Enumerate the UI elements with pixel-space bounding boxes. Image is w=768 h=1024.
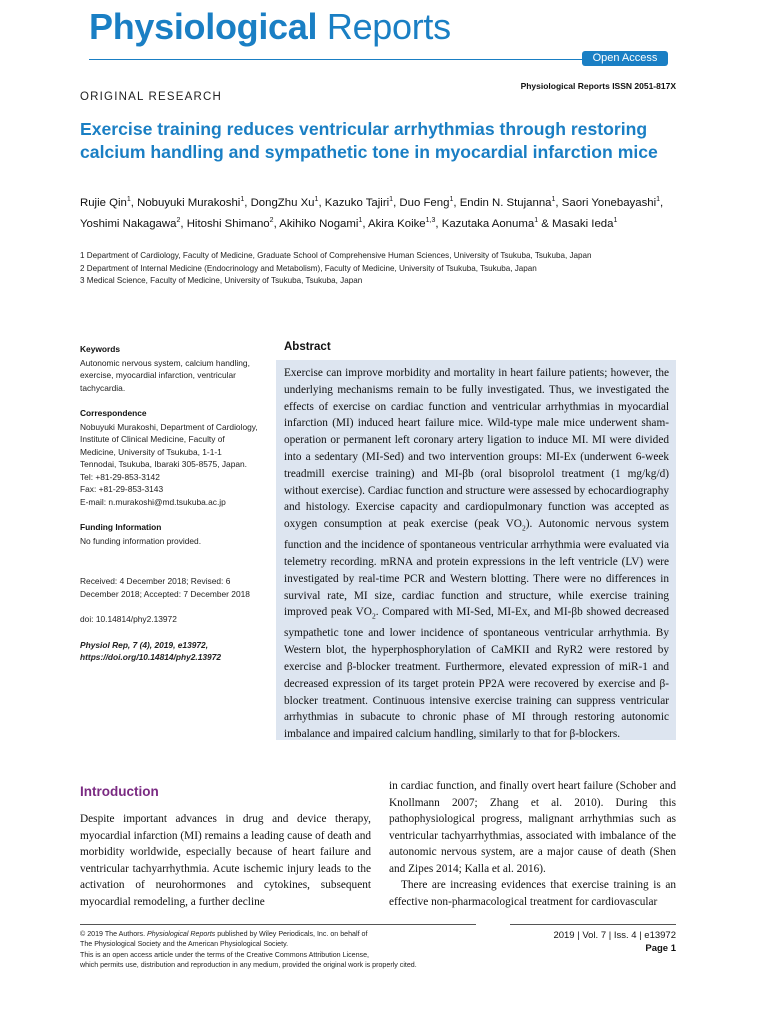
author-name: Akihiko Nogami (279, 218, 359, 231)
author-affiliation-mark: 1 (389, 196, 394, 203)
author-ampersand: & (538, 218, 553, 231)
citation-link[interactable]: https://doi.org/10.14814/phy2.13972 (80, 652, 222, 662)
header-rule (89, 59, 582, 60)
introduction-paragraph-1: in cardiac function, and finally overt heart failure (Schober and Knollmann 2007; Zhang et al. 2010). During this pathophysiological progress, malignant arrhythmias such as ventricular tachyarrhythmias, associated with imbalance of the autonomic nervous system, are a major cause of death (Shen and Zipes 2014; Kalla et al. 2016). (389, 780, 676, 875)
funding-heading: Funding Information (80, 522, 162, 532)
author-name: Saori Yonebayashi (561, 196, 657, 209)
citation-line: Physiol Rep, 7 (4), 2019, e13972, (80, 639, 209, 650)
footer-rule-right (510, 924, 676, 925)
issue-info: 2019 | Vol. 7 | Iss. 4 | e13972 (553, 930, 676, 941)
journal-name-light: Reports (317, 6, 451, 47)
copyright-suffix: published by Wiley Periodicals, Inc. on behalf of (215, 930, 368, 938)
introduction-left-column: Despite important advances in drug and device therapy, myocardial infarction (MI) remains a leading cause of death and morbidity worldwide, especially because of heart failure and ventricular tachyarrhythmia. Acute ischemic injury leads to the activation of neurohormones and cytokines, subsequent myocardial remodeling, a further decline (80, 813, 371, 908)
correspondence-tel: Tel: +81-29-853-3142 (80, 471, 160, 482)
introduction-right-column (389, 778, 676, 910)
author-name: Kazutaka Aonuma (441, 218, 535, 231)
open-access-badge: Open Access (582, 51, 668, 66)
abstract-heading: Abstract (284, 341, 331, 353)
affiliation-3: 3 Medical Science, Faculty of Medicine, University of Tsukuba, Tsukuba, Japan (80, 276, 363, 285)
author-name: Kazuko Tajiri (324, 196, 390, 209)
author-name: Masaki Ieda (552, 218, 614, 231)
affiliation-2: 2 Department of Internal Medicine (Endocrinology and Metabolism), Faculty of Medicine, University of Tsukuba, Tsukuba, Japan (80, 263, 537, 273)
author-name: Akira Koike (368, 218, 426, 231)
author-name: Yoshimi Nakagawa (80, 218, 177, 231)
copyright-notice (80, 929, 500, 971)
correspondence-address: Nobuyuki Murakoshi, Department of Cardiology, Institute of Clinical Medicine, Faculty of Medicine, University of Tsukuba, 1-1-1 Tennodai, Tsukuba, Ibaraki 305-8575, Japan. (80, 421, 258, 469)
affiliation-list (80, 250, 680, 288)
correspondence-fax: Fax: +81-29-853-3143 (80, 484, 164, 494)
author-name: Hitoshi Shimano (186, 218, 270, 231)
license-line-2: which permits use, distribution and reproduction in any medium, provided the original work is properly cited. (80, 961, 417, 970)
author-name: Nobuyuki Murakoshi (137, 196, 241, 209)
author-name: DongZhu Xu (250, 196, 315, 209)
dates-text: Received: 4 December 2018; Revised: 6 December 2018; Accepted: 7 December 2018 (80, 576, 250, 599)
author-affiliation-mark: 1 (534, 217, 539, 225)
author-affiliation-mark: 1 (449, 196, 454, 203)
author-affiliation-mark: 1 (656, 196, 661, 203)
article-title: Exercise training reduces ventricular arrhythmias through restoring calcium handling and sympathetic tone in myocardial infarction mice (80, 119, 658, 162)
author-affiliation-mark: 1 (358, 217, 363, 225)
author-affiliation-mark: 1,3 (425, 217, 436, 225)
journal-name-bold: Physiological (89, 6, 318, 47)
article-info-sidebar (80, 343, 258, 677)
author-affiliation-mark: 2 (176, 217, 181, 225)
abstract-text (284, 365, 669, 743)
affiliation-1: 1 Department of Cardiology, Faculty of Medicine, Graduate School of Comprehensive Human Sciences, University of Tsukuba, Tsukuba, Japan (80, 251, 592, 260)
citation-block (80, 639, 258, 664)
correspondence-block (80, 407, 258, 508)
funding-text: No funding information provided. (80, 535, 202, 546)
correspondence-email[interactable]: E-mail: n.murakoshi@md.tsukuba.ac.jp (80, 496, 226, 507)
copyright-line-2: The Physiological Society and the American Physiological Society. (80, 940, 289, 949)
doi-text: doi: 10.14814/phy2.13972 (80, 614, 177, 624)
journal-issn: Physiological Reports ISSN 2051-817X (520, 81, 676, 91)
copyright-prefix: © 2019 The Authors. (80, 930, 148, 938)
abstract-sub-2: 2 (371, 611, 376, 621)
keywords-heading: Keywords (80, 344, 121, 354)
correspondence-heading: Correspondence (80, 408, 147, 418)
author-list: Rujie Qin$^1$, Nobuyuki Murakoshi$^1$, DongZhu Xu$^1$, Kazuko Tajiri$^1$, Duo Feng$^1$, Endin N. Stujanna$^1$, Saori Yonebayashi$^1$, Yoshimi Nakagawa$^2$, Hitoshi Shimano$^2$, Akihiko Nogami$^1$, Akira Koike$^{1,3}$, Kazutaka Aonuma$^1$ & Masaki Ieda$^1$ (80, 196, 664, 231)
license-line-1: This is an open access article under the terms of the Creative Commons Attribution License, (80, 950, 370, 959)
introduction-heading: Introduction (80, 784, 159, 799)
author-name: Rujie Qin (80, 196, 127, 209)
abstract-part-2: ). Autonomic nervous system function and the incidence of spontaneous ventricular arrhythmia were evaluated via telemetry recording. mRNA and protein expressions in the left ventricle (LV) were investigated by real-time PCR and Western blotting. There were no differences in survival rate, MI size, cardiac function and structure, while exercise training improved peak VO (284, 518, 669, 619)
introduction-paragraph-2: There are increasing evidences that exercise training is an effective non-pharmacological treatment for cardiovascular (389, 879, 676, 908)
journal-logo (89, 6, 451, 48)
keywords-text: Autonomic nervous system, calcium handling, exercise, myocardial infarction, ventricular tachycardia. (80, 357, 250, 393)
funding-block (80, 521, 258, 547)
abstract-part-3: . Compared with MI-Sed, MI-Ex, and MI-βb showed decreased sympathetic tone and lower incidence of spontaneous ventricular arrhythmia. By Western blot, the hyperphosphorylation of CaMKII and RyR2 were restored by exercise and β-blocker treatment. Furthermore, elevated expression of miR-1 and decreased expression of its target protein PP2A were recovered by exercise and β-blocker treatment. Continuous intensive exercise training can suppress ventricular arrhythmias in subacute to chronic phase of MI through restoring autonomic imbalance and impaired calcium handling, similarly to that for β-blockers. (284, 606, 670, 741)
section-label: ORIGINAL RESEARCH (80, 91, 223, 103)
author-name: Duo Feng (399, 196, 450, 209)
copyright-line-1 (80, 929, 500, 939)
author-affiliation-mark: 1 (314, 196, 319, 203)
author-affiliation-mark: 1 (613, 217, 618, 225)
author-affiliation-mark: 1 (551, 196, 556, 203)
page-number: Page 1 (645, 943, 676, 954)
author-affiliation-mark: 1 (126, 196, 131, 203)
author-affiliation-mark: 1 (240, 196, 245, 203)
page-footer-info (553, 929, 676, 955)
footer-rule-left (80, 924, 476, 925)
keywords-block (80, 343, 258, 394)
author-affiliation-mark: 2 (269, 217, 274, 225)
abstract-sub-1: 2 (521, 523, 526, 533)
author-name: Endin N. Stujanna (459, 196, 552, 209)
copyright-journal: Physiological Reports (147, 930, 216, 938)
abstract-part-1: Exercise can improve morbidity and mortality in heart failure patients; however, the underlying mechanisms remain to be fully investigated. Thus, we investigated the effects of exercise on cardiac function and ventricular arrhythmias in myocardial infarction (MI) induced heart failure mice. Wild-type male mice underwent sham-operation or permanent left coronary artery ligation to induce MI. MI were divided into a sedentary (MI-Sed) and two intervention groups: MI-Ex (underwent 6-week treadmill exercise training) and MI-βb (oral bisoprolol treatment (1 mg/kg/d) without exercise). Cardiac function and structure were assessed by echocardiography and histology. Exercise capacity and cardiopulmonary function was accepted as oxygen consumption at peak exercise (peak VO (284, 367, 669, 531)
